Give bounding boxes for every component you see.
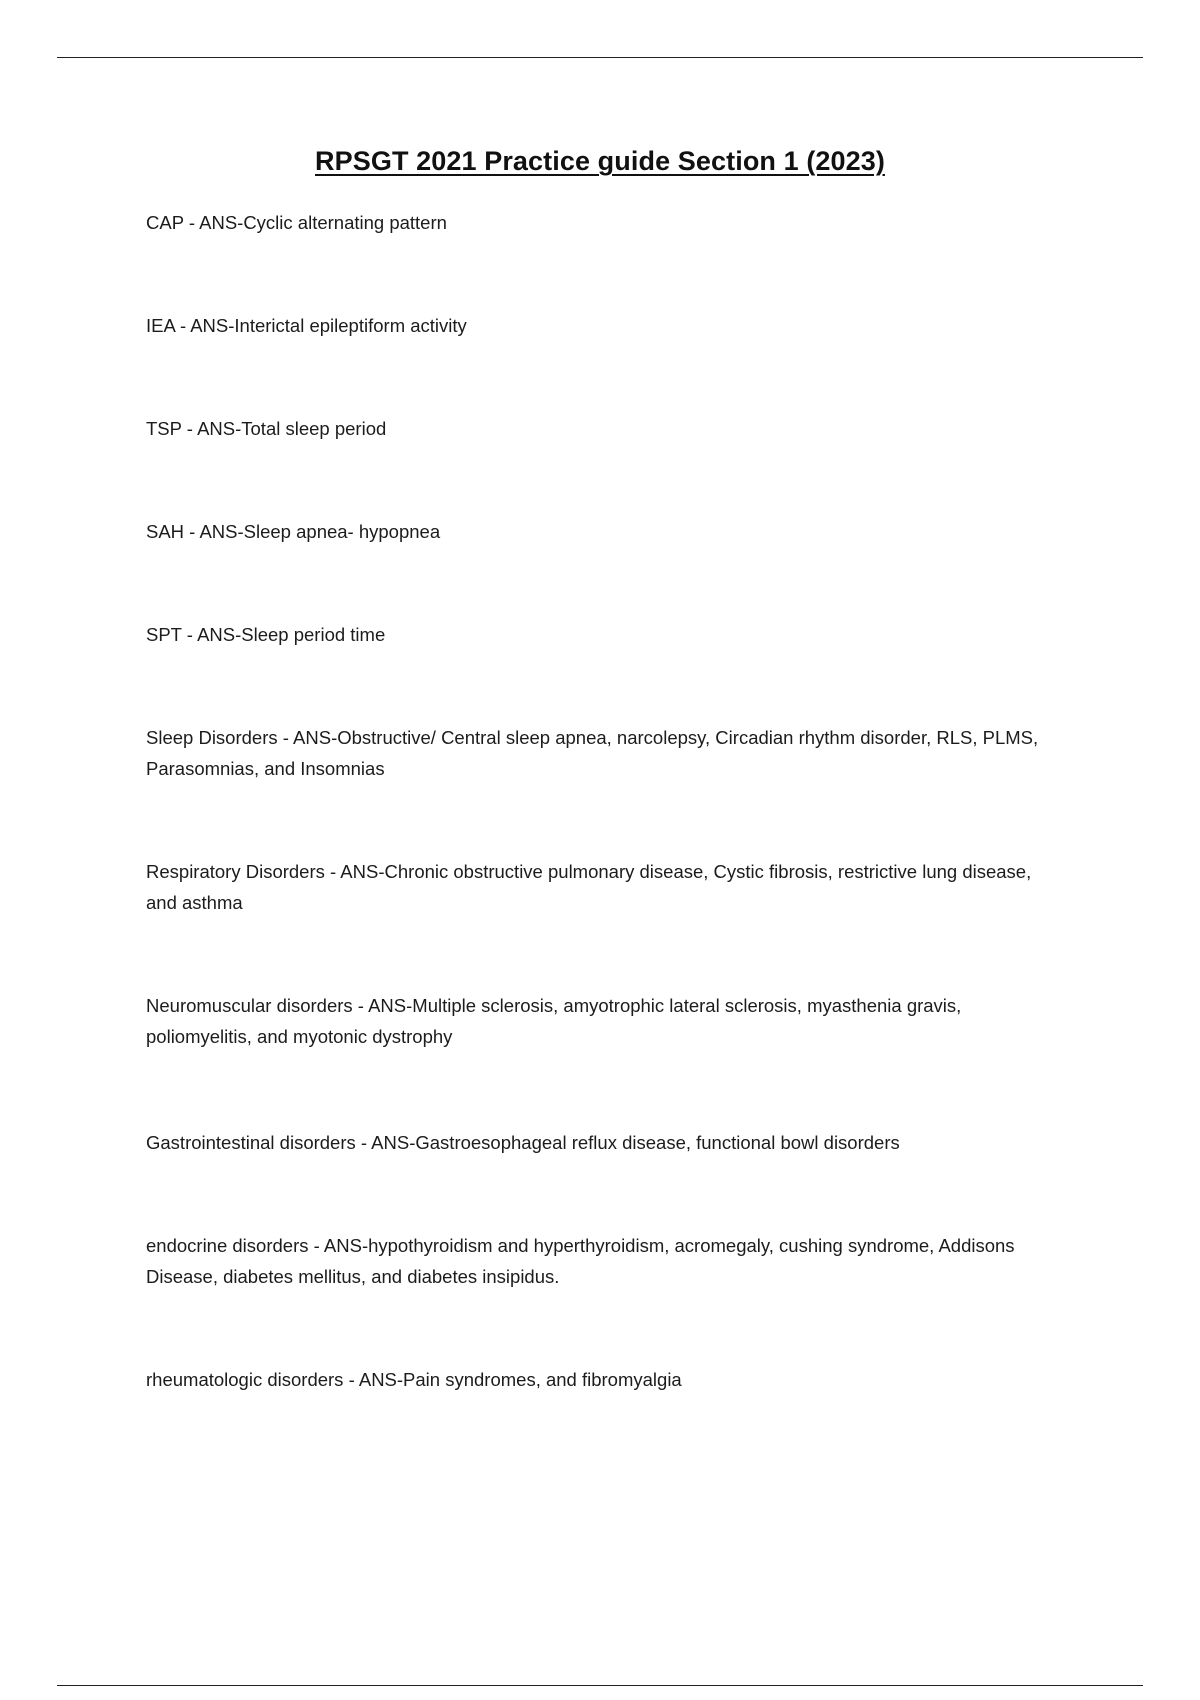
top-rule — [57, 57, 1143, 58]
entry-spt: SPT - ANS-Sleep period time — [146, 624, 386, 645]
document-title: RPSGT 2021 Practice guide Section 1 (2023) — [315, 146, 885, 176]
entry-gastrointestinal-disorders: Gastrointestinal disorders - ANS-Gastroesophageal reflux disease, functional bowl disorders — [146, 1132, 900, 1153]
entry-endocrine-disorders: endocrine disorders - ANS-hypothyroidism and hyperthyroidism, acromegaly, cushing syndrome, Addisons Disease, diabetes mellitus, and diabetes insipidus. — [146, 1235, 1015, 1287]
entry-cap: CAP - ANS-Cyclic alternating pattern — [146, 212, 447, 233]
bottom-rule — [57, 1685, 1143, 1686]
entry-sah: SAH - ANS-Sleep apnea- hypopnea — [146, 521, 441, 542]
entry-respiratory-disorders: Respiratory Disorders - ANS-Chronic obstructive pulmonary disease, Cystic fibrosis, restrictive lung disease, and asthma — [146, 861, 1032, 913]
entry-tsp: TSP - ANS-Total sleep period — [146, 418, 387, 439]
entry-neuromuscular-disorders: Neuromuscular disorders - ANS-Multiple sclerosis, amyotrophic lateral sclerosis, myasthenia gravis, poliomyelitis, and myotonic dystrophy — [146, 995, 962, 1047]
entry-iea: IEA - ANS-Interictal epileptiform activity — [146, 315, 467, 336]
entry-rheumatologic-disorders: rheumatologic disorders - ANS-Pain syndromes, and fibromyalgia — [146, 1369, 682, 1390]
entry-sleep-disorders: Sleep Disorders - ANS-Obstructive/ Central sleep apnea, narcolepsy, Circadian rhythm disorder, RLS, PLMS, Parasomnias, and Insomnias — [146, 727, 1039, 779]
